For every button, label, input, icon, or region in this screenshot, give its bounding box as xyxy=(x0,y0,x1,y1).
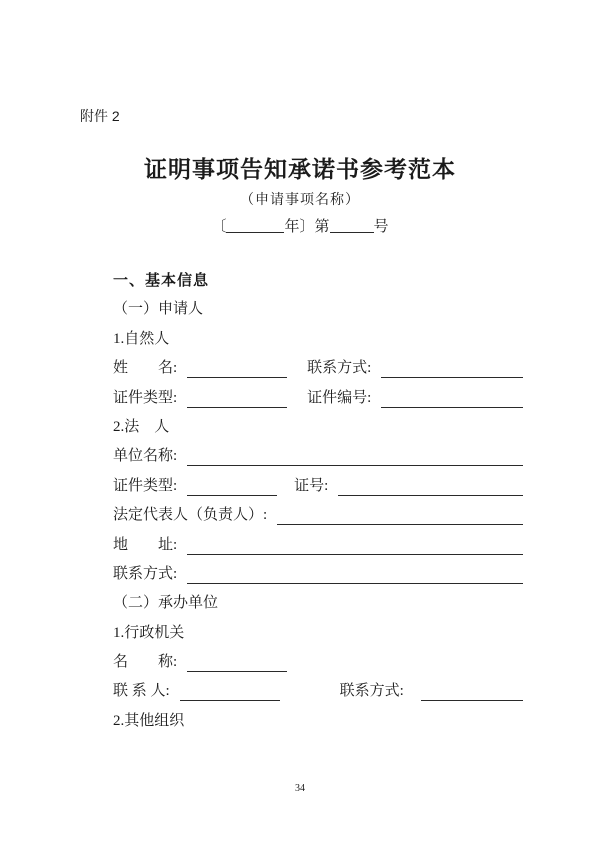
contact-blank-line-3 xyxy=(421,677,523,701)
subsection-undertaker xyxy=(113,589,523,618)
subsection-undertaker-text: （二）承办单位 xyxy=(113,595,219,612)
id-number-label: 证件编号: xyxy=(307,389,372,406)
id-type-blank-line xyxy=(187,384,287,408)
page-number: 34 xyxy=(295,783,305,794)
item-other-org xyxy=(113,707,523,736)
field-row-address xyxy=(113,531,523,560)
number-blank-line xyxy=(330,232,374,233)
unit-name-label: 单位名称: xyxy=(113,448,178,465)
item-legal-person xyxy=(113,413,523,442)
org-name-blank-line xyxy=(187,648,287,672)
id-type-label: 证件类型: xyxy=(113,389,178,406)
field-row-unit-name xyxy=(113,442,523,471)
legal-rep-label: 法定代表人（负责人）: xyxy=(113,507,268,524)
org-name-label: 名 称: xyxy=(113,654,178,671)
id-type-label-2: 证件类型: xyxy=(113,477,178,494)
document-title: 证明事项告知承诺书参考范本 xyxy=(144,157,456,182)
cert-no-blank-line xyxy=(338,472,523,496)
field-row-name-contact xyxy=(113,354,523,383)
field-row-org-name xyxy=(113,648,523,677)
field-row-contact-legal xyxy=(113,560,523,589)
year-bracket-text: 年〕第 xyxy=(284,219,330,235)
field-row-idtype-idno xyxy=(113,384,523,413)
item-natural-person xyxy=(113,325,523,354)
address-label: 地 址: xyxy=(113,536,178,553)
contact-label-3: 联系方式: xyxy=(339,683,404,700)
contact-blank-line-2 xyxy=(187,560,523,584)
address-blank-line xyxy=(187,531,523,555)
item-natural-person-text: 1.自然人 xyxy=(113,330,170,347)
contact-label-2: 联系方式: xyxy=(113,565,178,582)
document-number-line xyxy=(0,215,600,236)
subsection-applicant xyxy=(113,295,523,324)
form-body xyxy=(113,266,523,736)
legal-rep-blank-line xyxy=(277,501,523,525)
contact-label: 联系方式: xyxy=(307,360,372,377)
bracket-open: 〔 xyxy=(211,219,227,235)
attachment-label: 附件 2 xyxy=(80,108,120,124)
field-row-contact-person xyxy=(113,677,523,706)
name-blank-line xyxy=(187,354,287,378)
section-heading-text: 一、基本信息 xyxy=(113,272,210,289)
id-type-blank-line-2 xyxy=(187,472,277,496)
unit-name-blank-line xyxy=(187,442,523,466)
contact-person-blank-line xyxy=(180,677,280,701)
year-blank-line xyxy=(226,232,284,233)
contact-person-label: 联 系 人: xyxy=(113,683,170,700)
number-suffix: 号 xyxy=(373,219,389,235)
id-number-blank-line xyxy=(381,384,523,408)
subsection-applicant-text: （一）申请人 xyxy=(113,301,204,318)
item-legal-person-text: 2.法 人 xyxy=(113,418,170,435)
contact-blank-line xyxy=(381,354,523,378)
item-other-org-text: 2.其他组织 xyxy=(113,712,185,729)
document-subtitle: （申请事项名称） xyxy=(240,193,360,208)
field-row-legal-rep xyxy=(113,501,523,530)
name-label: 姓 名: xyxy=(113,360,178,377)
field-row-idtype-certno xyxy=(113,472,523,501)
item-admin-organ-text: 1.行政机关 xyxy=(113,624,185,641)
cert-no-label: 证号: xyxy=(294,477,329,494)
section-heading-basic-info xyxy=(113,266,523,295)
item-admin-organ xyxy=(113,619,523,648)
